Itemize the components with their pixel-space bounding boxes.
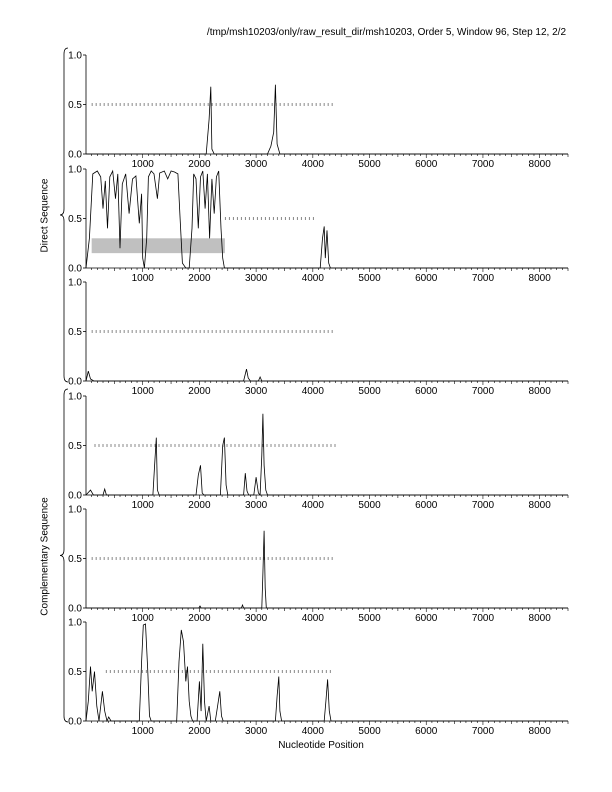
x-tick-label: 3000 (244, 159, 268, 170)
panel-1 (68, 51, 568, 171)
x-tick-label: 1000 (131, 386, 154, 397)
panel-2 (68, 165, 568, 285)
x-tick-label: 8000 (528, 386, 551, 397)
y-tick-label: 0.0 (68, 376, 82, 388)
x-tick-label: 5000 (358, 159, 381, 170)
x-tick-label: 7000 (471, 159, 495, 170)
x-tick-label: 5000 (358, 500, 381, 511)
y-tick-label: 0.5 (68, 214, 82, 225)
y-tick-label: 1.0 (68, 277, 82, 289)
y-tick-label: 0.5 (68, 441, 82, 452)
bracket-direct (60, 48, 68, 382)
y-tick-label: 0.0 (68, 603, 82, 615)
x-tick-label: 4000 (301, 386, 324, 397)
x-tick-label: 6000 (415, 726, 438, 737)
y-tick-label: 0.5 (68, 667, 82, 678)
x-tick-label: 1000 (131, 273, 154, 284)
x-tick-label: 2000 (188, 613, 211, 624)
x-tick-label: 4000 (301, 613, 324, 624)
x-tick-label: 2000 (188, 159, 211, 170)
x-tick-label: 2000 (188, 273, 211, 284)
series-line-1 (86, 531, 568, 608)
x-tick-label: 3000 (244, 613, 268, 624)
x-tick-label: 1000 (131, 500, 154, 511)
x-tick-label: 1000 (131, 159, 154, 170)
x-tick-label: 2000 (188, 386, 211, 397)
panel-3 (68, 278, 568, 398)
x-tick-label: 5000 (358, 613, 381, 624)
x-tick-label: 8000 (528, 726, 551, 737)
x-tick-label: 2000 (188, 726, 211, 737)
panel-4 (68, 392, 568, 512)
x-tick-label: 3000 (244, 500, 268, 511)
x-tick-label: 2000 (188, 500, 211, 511)
x-tick-label: 6000 (415, 500, 438, 511)
series-line-1 (86, 414, 568, 495)
x-tick-label: 7000 (471, 273, 495, 284)
x-tick-label: 8000 (528, 273, 551, 284)
y-tick-label: 1.0 (68, 391, 82, 403)
y-tick-label: 1.0 (68, 164, 82, 176)
x-tick-label: 8000 (528, 613, 551, 624)
y-tick-label: 1.0 (68, 617, 82, 629)
series-line-1 (86, 369, 568, 381)
x-tick-label: 7000 (471, 500, 495, 511)
x-axis-title: Nucleotide Position (278, 740, 364, 751)
x-tick-label: 7000 (471, 386, 495, 397)
x-tick-label: 4000 (301, 273, 324, 284)
x-tick-label: 7000 (471, 726, 495, 737)
x-tick-label: 5000 (358, 726, 381, 737)
panel-6 (68, 618, 568, 738)
x-tick-label: 3000 (244, 726, 268, 737)
x-tick-label: 5000 (358, 273, 381, 284)
y-tick-label: 1.0 (68, 504, 82, 516)
bracket-complementary (60, 389, 68, 722)
x-tick-label: 4000 (301, 500, 324, 511)
y-group-label-direct: Direct Sequence (39, 178, 51, 253)
y-tick-label: 0.5 (68, 554, 82, 565)
x-tick-label: 1000 (131, 613, 154, 624)
y-tick-label: 0.0 (68, 263, 82, 275)
y-tick-label: 1.0 (68, 50, 82, 62)
x-tick-label: 7000 (471, 613, 495, 624)
y-tick-label: 0.0 (68, 149, 82, 161)
y-tick-label: 0.0 (68, 490, 82, 502)
y-group-label-complementary: Complementary Sequence (39, 497, 51, 616)
y-tick-label: 0.0 (68, 716, 82, 728)
x-tick-label: 6000 (415, 613, 438, 624)
x-tick-label: 5000 (358, 386, 381, 397)
x-tick-label: 3000 (244, 386, 268, 397)
plot-title: /tmp/msh10203/only/raw_result_dir/msh10203, Order 5, Window 96, Step 12, 2/2 (206, 27, 566, 38)
x-tick-label: 4000 (301, 726, 324, 737)
x-tick-label: 6000 (415, 273, 438, 284)
series-line-1 (86, 85, 568, 154)
series-line-1 (86, 171, 568, 268)
y-tick-label: 0.5 (68, 327, 82, 338)
x-tick-label: 4000 (301, 159, 324, 170)
x-tick-label: 1000 (131, 726, 154, 737)
y-tick-label: 0.5 (68, 100, 82, 111)
panel-5 (68, 505, 568, 625)
highlight-region (92, 238, 225, 253)
x-tick-label: 8000 (528, 500, 551, 511)
x-tick-label: 6000 (415, 159, 438, 170)
x-tick-label: 3000 (244, 273, 268, 284)
x-tick-label: 8000 (528, 159, 551, 170)
x-tick-label: 6000 (415, 386, 438, 397)
